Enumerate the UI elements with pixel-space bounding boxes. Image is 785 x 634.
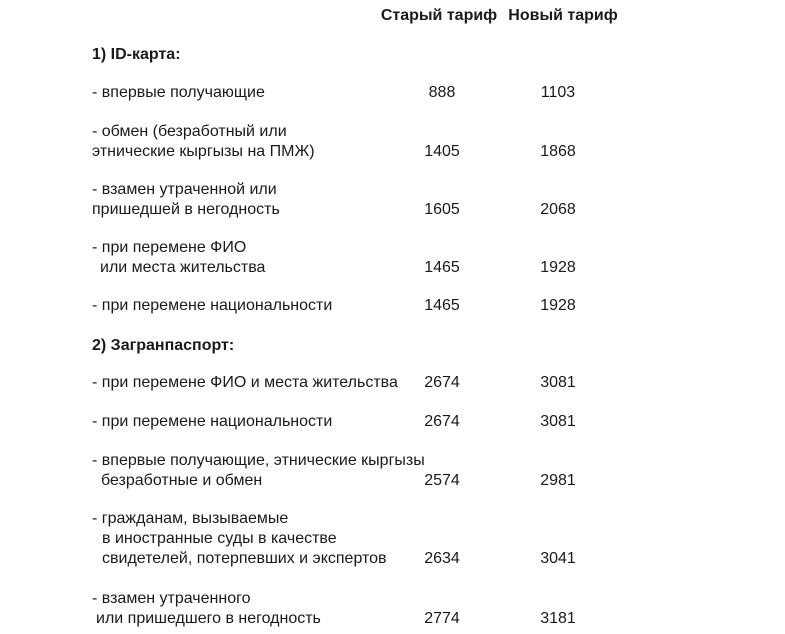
old-tariff-value: 888: [428, 84, 456, 101]
row-label: [92, 412, 332, 432]
row-label: [92, 451, 425, 491]
old-tariff-value: 2674: [424, 374, 460, 391]
row-label-line: - при перемене национальности: [92, 413, 333, 430]
row-label-line: свидетелей, потерпевших и экспертов: [102, 550, 387, 567]
new-tariff-value: 3081: [540, 413, 576, 430]
row-label-line: - при перемене национальности: [92, 297, 333, 314]
old-tariff-value: 1465: [424, 297, 460, 314]
section-title-zagranpasport: 2) Загранпаспорт:: [92, 337, 235, 354]
row-label: [92, 180, 280, 220]
section-title-id-card: 1) ID-карта:: [92, 46, 181, 63]
row-label-line: - при перемене ФИО и места жительства: [92, 374, 398, 391]
row-label-line: - взамен утраченной или: [92, 181, 277, 198]
new-tariff-value: 3041: [540, 550, 576, 567]
old-tariff-value: 2634: [424, 550, 460, 567]
new-tariff-value: 1928: [540, 259, 576, 276]
new-tariff-value: 2981: [540, 472, 576, 489]
column-header-new-tariff: Новый тариф: [508, 7, 618, 24]
old-tariff-value: 2574: [424, 472, 460, 489]
row-label-line: или пришедшего в негодность: [96, 610, 321, 627]
new-tariff-value: 3081: [540, 374, 576, 391]
row-label-line: этнические кыргызы на ПМЖ): [92, 143, 315, 160]
row-label-line: пришедшей в негодность: [92, 201, 280, 218]
column-header-old-tariff: Старый тариф: [380, 7, 498, 24]
row-label-line: - при перемене ФИО: [92, 239, 247, 256]
row-label: [92, 83, 265, 103]
row-label: [92, 509, 387, 569]
row-label-line: в иностранные суды в качестве: [102, 530, 337, 547]
old-tariff-value: 1605: [424, 201, 460, 218]
row-label-line: - взамен утраченного: [92, 590, 251, 607]
row-label-line: - гражданам, вызываемые: [92, 510, 289, 527]
row-label-line: - впервые получающие: [92, 84, 265, 101]
new-tariff-value: 3181: [540, 610, 576, 627]
row-label: [92, 296, 332, 316]
old-tariff-value: 2674: [424, 413, 460, 430]
row-label: [92, 122, 315, 162]
row-label-line: - обмен (безработный или: [92, 123, 287, 140]
old-tariff-value: 1465: [424, 259, 460, 276]
row-label: [92, 589, 321, 629]
row-label: [92, 238, 265, 278]
row-label-line: безработные и обмен: [101, 472, 263, 489]
new-tariff-value: 1103: [540, 84, 576, 101]
row-label-line: - впервые получающие, этнические кыргызы: [92, 452, 425, 469]
old-tariff-value: 1405: [424, 143, 460, 160]
new-tariff-value: 2068: [540, 201, 576, 218]
old-tariff-value: 2774: [424, 610, 460, 627]
row-label: [92, 373, 398, 393]
new-tariff-value: 1868: [540, 143, 576, 160]
row-label-line: или места жительства: [100, 259, 266, 276]
new-tariff-value: 1928: [540, 297, 576, 314]
